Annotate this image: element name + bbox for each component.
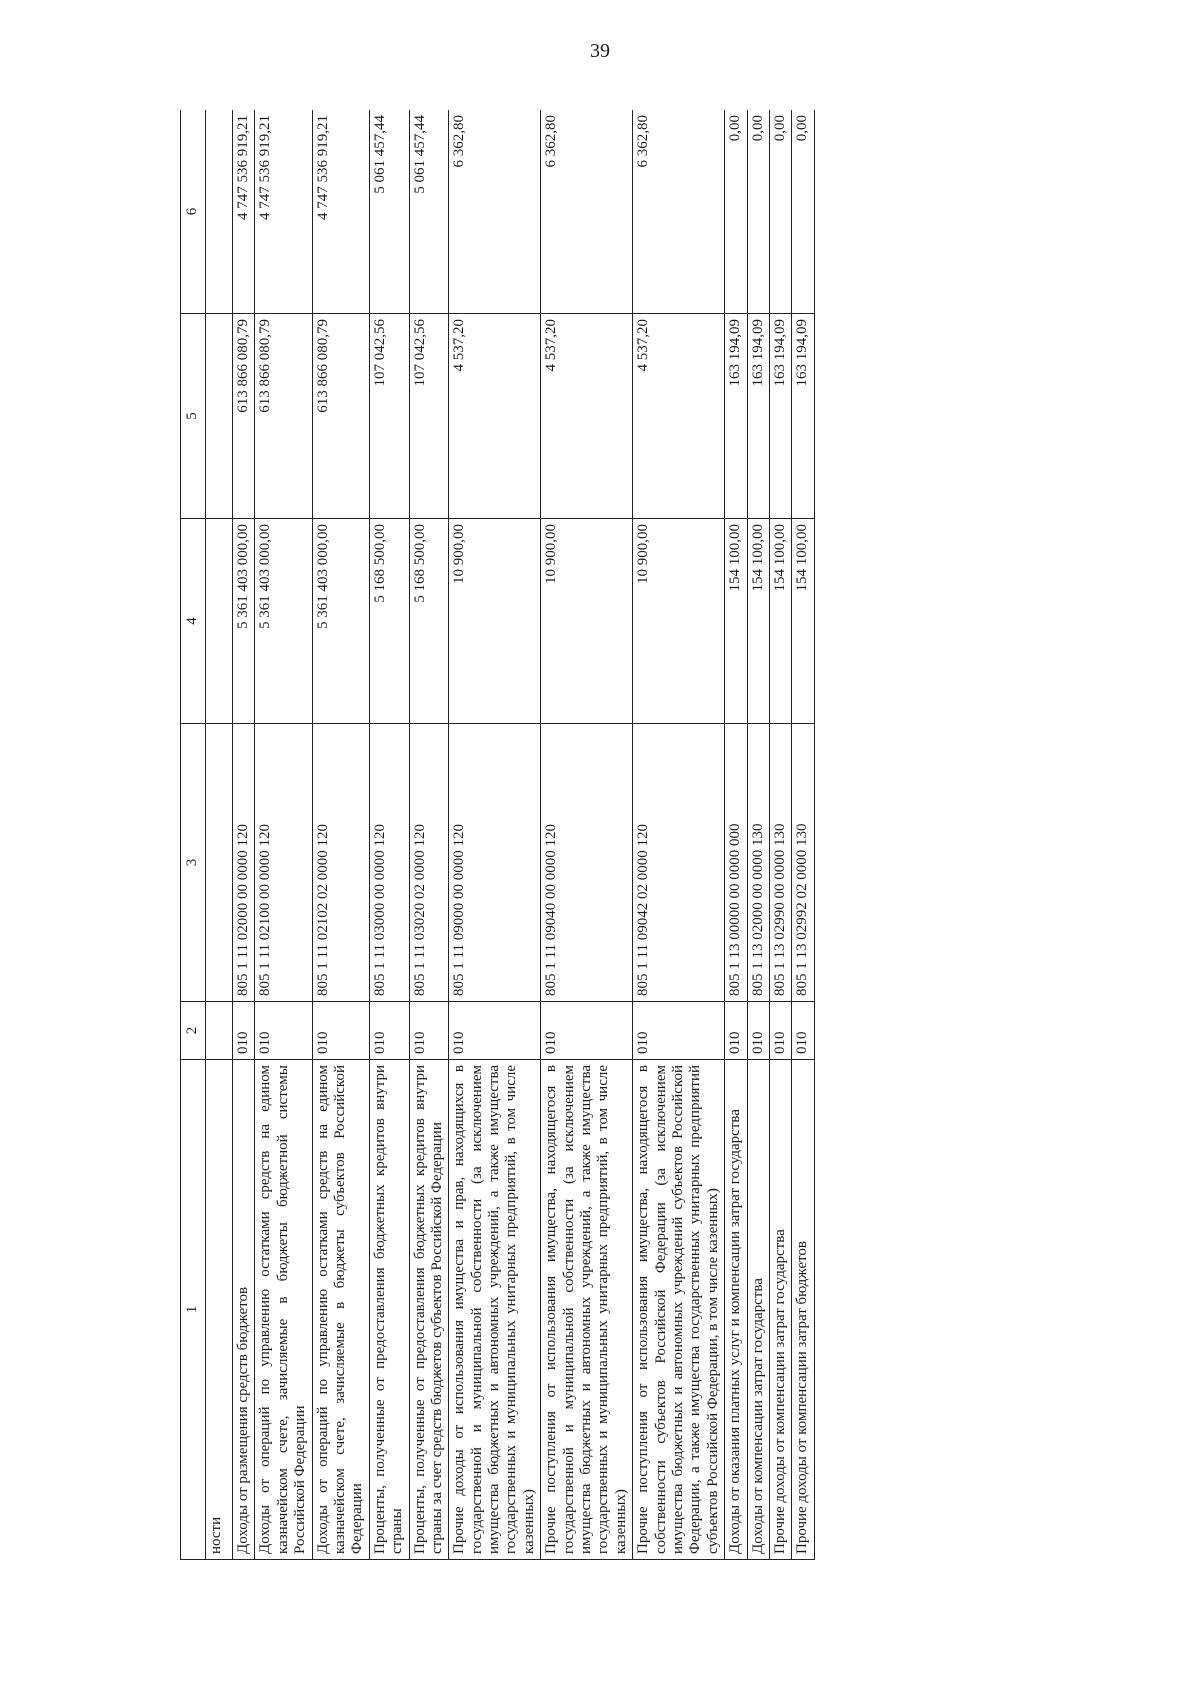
row-name: Доходы от операций по управлению остатками средств на едином казначейском счете, зачисляемые в бюджеты бюджетной системы Российской Федерации (255, 1060, 312, 1560)
row-line-code: 010 (769, 1002, 791, 1060)
table-row (792, 110, 814, 1560)
row-executed: 4 537,20 (633, 314, 725, 519)
row-unexecuted: 4 747 536 919,21 (312, 110, 369, 314)
row-name: Доходы от оказания платных услуг и компенсации затрат государства (725, 1060, 747, 1560)
table-row (769, 110, 791, 1560)
row-budget-code: 805 1 11 09040 00 0000 120 (541, 724, 633, 1002)
row-line-code: 010 (792, 1002, 814, 1060)
row-budget-code: 805 1 11 02102 02 0000 120 (312, 724, 369, 1002)
row-budget-code: 805 1 11 02000 00 0000 120 (233, 724, 255, 1002)
row-approved: 10 900,00 (633, 519, 725, 724)
row-approved: 154 100,00 (769, 519, 791, 724)
row-budget-code: 805 1 11 02100 00 0000 120 (255, 724, 312, 1002)
row-executed: 613 866 080,79 (255, 314, 312, 519)
row-line-code: 010 (409, 1002, 449, 1060)
row-name: Доходы от операций по управлению остатками средств на едином казначейском счете, зачисляемые в бюджеты субъектов Российской Федерации (312, 1060, 369, 1560)
row-line-code: 010 (541, 1002, 633, 1060)
row-name: Прочие доходы от использования имущества и прав, находящихся в государственной и муниципальной собственности (за исключением имущества бюджетных и автономных учреждений, а также имущества государственных и муниципальных унитарных предприятий, в том числе казенных) (449, 1060, 541, 1560)
column-header: 5 (181, 314, 206, 519)
row-budget-code: 805 1 11 03000 00 0000 120 (369, 724, 409, 1002)
report-table (180, 110, 815, 1560)
row-budget-code: 805 1 11 09042 02 0000 120 (633, 724, 725, 1002)
row-name: Прочие поступления от использования имущества, находящегося в собственности субъектов Российской Федерации (за исключением имущества бюджетных и автономных учреждений субъектов Российской Федерации, а также имущества государственных унитарных предприятий субъектов Российской Федерации, в том числе казенных) (633, 1060, 725, 1560)
row-executed: 613 866 080,79 (233, 314, 255, 519)
row-unexecuted: 4 747 536 919,21 (233, 110, 255, 314)
row-unexecuted: 0,00 (747, 110, 769, 314)
row-line-code: 010 (233, 1002, 255, 1060)
row-line-code: 010 (449, 1002, 541, 1060)
row-approved: 154 100,00 (792, 519, 814, 724)
header-row (181, 110, 206, 1560)
table-row (633, 110, 725, 1560)
table-row (312, 110, 369, 1560)
table-row (449, 110, 541, 1560)
table-row (541, 110, 633, 1560)
row-executed: 613 866 080,79 (312, 314, 369, 519)
row-name: Проценты, полученные от предоставления бюджетных кредитов внутри страны (369, 1060, 409, 1560)
column-header: 4 (181, 519, 206, 724)
row-executed: 163 194,09 (792, 314, 814, 519)
row-line-code: 010 (725, 1002, 747, 1060)
table-row (409, 110, 449, 1560)
table-container (180, 110, 1100, 1560)
page-number: 39 (590, 40, 610, 62)
row-unexecuted: 0,00 (769, 110, 791, 314)
row-unexecuted: 5 061 457,44 (369, 110, 409, 314)
row-approved: 154 100,00 (747, 519, 769, 724)
row-budget-code: 805 1 13 00000 00 0000 000 (725, 724, 747, 1002)
table-row (747, 110, 769, 1560)
row-name: Доходы от компенсации затрат государства (747, 1060, 769, 1560)
row-unexecuted: 6 362,80 (633, 110, 725, 314)
row-unexecuted: 6 362,80 (449, 110, 541, 314)
row-approved: 5 361 403 000,00 (255, 519, 312, 724)
column-header: 3 (181, 724, 206, 1002)
row-executed: 107 042,56 (369, 314, 409, 519)
row-name: Доходы от размещения средств бюджетов (233, 1060, 255, 1560)
row-executed: 163 194,09 (725, 314, 747, 519)
row-unexecuted: 6 362,80 (541, 110, 633, 314)
row-approved: 5 168 500,00 (369, 519, 409, 724)
row-executed: 4 537,20 (541, 314, 633, 519)
row-unexecuted: 4 747 536 919,21 (255, 110, 312, 314)
row-executed: 163 194,09 (769, 314, 791, 519)
continuation-row (206, 110, 233, 1560)
row-executed: 107 042,56 (409, 314, 449, 519)
row-approved: 5 168 500,00 (409, 519, 449, 724)
table-row (233, 110, 255, 1560)
continuation-text: ности (206, 1060, 233, 1560)
row-name: Прочие доходы от компенсации затрат государства (769, 1060, 791, 1560)
row-executed: 4 537,20 (449, 314, 541, 519)
row-line-code: 010 (369, 1002, 409, 1060)
row-approved: 154 100,00 (725, 519, 747, 724)
column-header: 1 (181, 1060, 206, 1560)
row-line-code: 010 (312, 1002, 369, 1060)
rotated-table-wrapper (180, 110, 1100, 1560)
row-approved: 10 900,00 (449, 519, 541, 724)
row-budget-code: 805 1 13 02992 02 0000 130 (792, 724, 814, 1002)
row-budget-code: 805 1 11 03020 02 0000 120 (409, 724, 449, 1002)
column-header: 6 (181, 110, 206, 314)
row-budget-code: 805 1 13 02990 00 0000 130 (769, 724, 791, 1002)
row-executed: 163 194,09 (747, 314, 769, 519)
row-unexecuted: 0,00 (725, 110, 747, 314)
row-name: Прочие доходы от компенсации затрат бюджетов (792, 1060, 814, 1560)
row-approved: 5 361 403 000,00 (233, 519, 255, 724)
row-approved: 5 361 403 000,00 (312, 519, 369, 724)
table-row (255, 110, 312, 1560)
row-unexecuted: 0,00 (792, 110, 814, 314)
column-header: 2 (181, 1002, 206, 1060)
row-line-code: 010 (747, 1002, 769, 1060)
row-budget-code: 805 1 11 09000 00 0000 120 (449, 724, 541, 1002)
row-approved: 10 900,00 (541, 519, 633, 724)
row-line-code: 010 (255, 1002, 312, 1060)
row-name: Прочие поступления от использования имущества, находящегося в государственной и муниципальной собственности (за исключением имущества бюджетных и автономных учреждений, а также имущества государственных и муниципальных унитарных предприятий, в том числе казенных) (541, 1060, 633, 1560)
table-row (725, 110, 747, 1560)
row-line-code: 010 (633, 1002, 725, 1060)
row-budget-code: 805 1 13 02000 00 0000 130 (747, 724, 769, 1002)
row-name: Проценты, полученные от предоставления бюджетных кредитов внутри страны за счет средств бюджетов субъектов Российской Федерации (409, 1060, 449, 1560)
table-row (369, 110, 409, 1560)
row-unexecuted: 5 061 457,44 (409, 110, 449, 314)
